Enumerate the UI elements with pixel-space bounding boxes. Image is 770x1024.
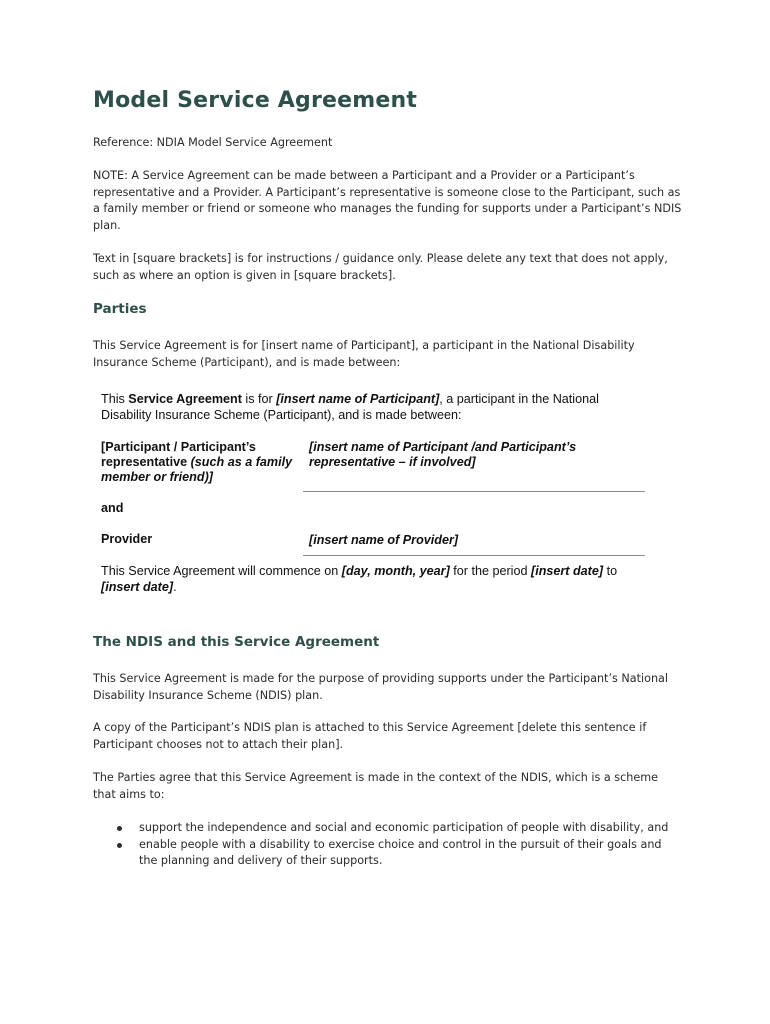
bullet-icon: [117, 826, 122, 831]
embedded-agreement-form-image: [101, 392, 661, 602]
instructions-paragraph: Text in [square brackets] is for instructions / guidance only. Please delete any text that does not apply, such as where an option is given in [square brackets].: [93, 252, 668, 282]
page-title: Model Service Agreement: [93, 88, 418, 113]
ndis-para-purpose: This Service Agreement is made for the purpose of providing supports under the Participant’s National Disability Insurance Scheme (NDIS) plan.: [93, 672, 669, 702]
ndis-para-context: The Parties agree that this Service Agreement is made in the context of the NDIS, which is a scheme that aims to:: [93, 771, 659, 801]
provider-value: [insert name of Provider]: [309, 533, 459, 547]
participant-signature-line: [303, 491, 645, 492]
commencement-text: This Service Agreement will commence on [day, month, year] for the period [insert date] to [insert date].: [101, 564, 618, 594]
and-label: and: [101, 501, 124, 515]
parties-intro: This Service Agreement is for [insert name of Participant], a participant in the National Disability Insurance Scheme (Participant), and is made between:: [93, 339, 635, 369]
reference-text: Reference: NDIA Model Service Agreement: [93, 136, 333, 149]
ndis-para-plan-copy: A copy of the Participant’s NDIS plan is attached to this Service Agreement [delete this sentence if Participant chooses not to attach their plan].: [93, 721, 647, 751]
provider-signature-line: [303, 555, 645, 556]
ndis-section-heading: The NDIS and this Service Agreement: [93, 634, 380, 650]
participant-label: [Participant / Participant’s representative (such as a family member or friend)]: [101, 440, 293, 485]
bullet-icon: [117, 843, 122, 848]
list-item: enable people with a disability to exercise choice and control in the pursuit of their goals and the planning and delivery of their supports.: [93, 837, 683, 870]
ndis-aims-list: [93, 820, 683, 870]
note-paragraph: NOTE: A Service Agreement can be made between a Participant and a Provider or a Participant’s representative and a Provider. A Participant’s representative is someone close to the Participant, such as a family member or friend or someone who manages the funding for supports under a Participant’s NDIS plan.: [93, 169, 682, 232]
parties-heading: Parties: [93, 301, 147, 317]
list-item: support the independence and social and economic participation of people with disability, and: [93, 820, 683, 837]
provider-label: Provider: [101, 532, 153, 546]
participant-value: [insert name of Participant /and Participant’s representative – if involved]: [309, 440, 577, 470]
embed-intro: This Service Agreement is for [insert name of Participant], a participant in the National Disability Insurance Scheme (Participant), and is made between:: [101, 392, 599, 422]
